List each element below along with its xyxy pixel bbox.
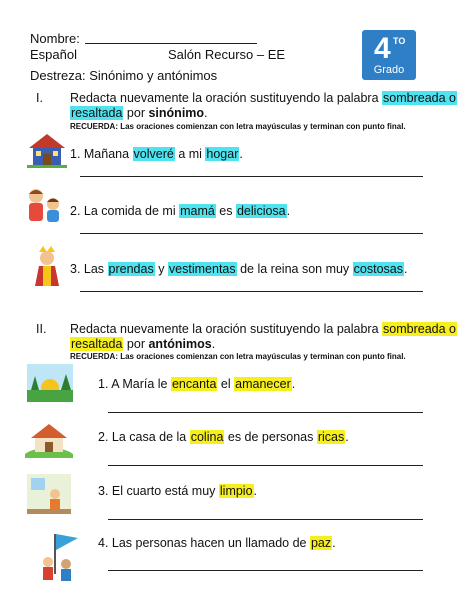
s1-item2-sentence [70, 204, 290, 219]
highlight-sample-b: resaltada [71, 337, 123, 351]
highlighted-word: volveré [133, 147, 174, 161]
sentence-text: es de personas [224, 430, 317, 444]
highlighted-word: amanecer [235, 377, 291, 391]
s2-item2-sentence [98, 430, 349, 445]
grade-badge [362, 30, 416, 80]
s2-item3-sentence [98, 484, 257, 499]
mother-child-picture-icon [22, 186, 66, 226]
instruction-kind: sinónimo [148, 106, 205, 120]
sentence-text: . [332, 536, 336, 550]
sentence-text: 2. La casa de la [98, 430, 190, 444]
sentence-text: . [404, 262, 408, 276]
sentence-text: el [217, 377, 235, 391]
section2-instruction-line1 [70, 322, 457, 337]
section1-remember-note: RECUERDA: Las oraciones comienzan con letra mayúsculas y terminan con punto final. [70, 122, 406, 131]
highlighted-word: deliciosa [236, 204, 286, 218]
s2-item3-answer-line[interactable] [108, 519, 423, 520]
sentence-text: 2. La comida de mi [70, 204, 180, 218]
highlight-sample-a: sombreada o [383, 322, 456, 336]
s1-item3-sentence [70, 262, 408, 277]
section1-instruction-line2: resaltada por sinónimo. [71, 106, 208, 120]
highlighted-word: limpio [219, 484, 253, 498]
grade-word: Grado [373, 64, 405, 76]
sentence-text: y [154, 262, 168, 276]
highlighted-word: encanta [171, 377, 217, 391]
hill-house-picture-icon [25, 420, 73, 458]
name-field-line[interactable] [85, 43, 257, 44]
sentence-text: a mi [174, 147, 206, 161]
sunrise-picture-icon [27, 364, 73, 402]
s2-item2-answer-line[interactable] [108, 465, 423, 466]
s2-item4-answer-line[interactable] [108, 570, 423, 571]
instruction-text: Redacta nuevamente la oración sustituyendo la palabra [70, 91, 379, 105]
highlighted-word: vestimentas [168, 262, 236, 276]
section1-numeral: I. [36, 91, 43, 105]
sentence-text: 1. Mañana [70, 147, 133, 161]
sentence-text: . [291, 377, 296, 391]
section2-remember-note: RECUERDA: Las oraciones comienzan con letra mayúsculas y terminan con punto final. [70, 352, 406, 361]
sentence-text: 3. El cuarto está muy [98, 484, 219, 498]
peace-flag-picture-icon [40, 530, 80, 582]
clean-room-picture-icon [27, 474, 71, 514]
house-picture-icon [27, 132, 67, 168]
sentence-text: . [286, 204, 291, 218]
highlighted-word: prendas [108, 262, 154, 276]
s1-item3-answer-line[interactable] [80, 291, 423, 292]
instruction-text: Redacta nuevamente la oración sustituyendo la palabra [70, 322, 379, 336]
room-label: Salón Recurso – EE [168, 47, 286, 62]
sentence-text: es [215, 204, 236, 218]
highlight-sample-a: sombreada o [383, 91, 456, 105]
sentence-text: de la reina son muy [236, 262, 353, 276]
skill-title: Destreza: Sinónimo y antónimos [30, 68, 218, 83]
sentence-text: 1. A María le [98, 377, 171, 391]
highlight-sample-b: resaltada [71, 106, 123, 120]
grade-suffix: TO [393, 36, 406, 46]
sentence-text: . [253, 484, 258, 498]
s1-item1-answer-line[interactable] [80, 176, 423, 177]
sentence-text: 3. Las [70, 262, 108, 276]
section2-numeral: II. [36, 322, 47, 336]
instruction-kind: antónimos [148, 337, 212, 351]
highlighted-word: paz [310, 536, 332, 550]
s2-item1-sentence [98, 377, 295, 392]
s2-item1-answer-line[interactable] [108, 412, 423, 413]
section1-instruction-line1 [70, 91, 457, 106]
queen-picture-icon [27, 244, 67, 288]
name-label: Nombre: [30, 31, 80, 46]
highlighted-word: costosas [353, 262, 404, 276]
highlighted-word: colina [190, 430, 224, 444]
highlighted-word: hogar [206, 147, 239, 161]
s1-item1-sentence [70, 147, 243, 162]
sentence-text: . [345, 430, 349, 444]
instruction-text: por [126, 337, 145, 351]
highlighted-word: ricas [317, 430, 345, 444]
s2-item4-sentence [98, 536, 336, 551]
instruction-text: por [126, 106, 145, 120]
sentence-text: 4. Las personas hacen un llamado de [98, 536, 310, 550]
grade-number: 4 [374, 32, 391, 65]
highlighted-word: mamá [180, 204, 215, 218]
section2-instruction-line2: resaltada por antónimos. [71, 337, 216, 351]
s1-item2-answer-line[interactable] [80, 233, 423, 234]
subject-label: Español [30, 47, 77, 62]
sentence-text: . [239, 147, 243, 161]
